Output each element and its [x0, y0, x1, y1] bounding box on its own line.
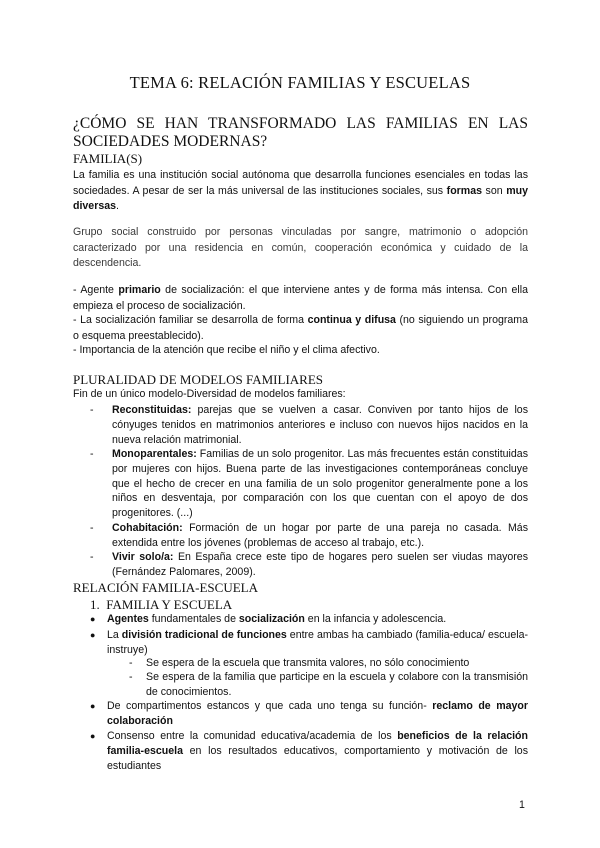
- page-number: 1: [519, 799, 525, 811]
- importancia-text: - Importancia de la atención que recibe el niño y el clima afectivo.: [73, 344, 380, 356]
- familia-heading: FAMILIA(S): [73, 151, 143, 166]
- page-title: TEMA 6: RELACIÓN FAMILIAS Y ESCUELAS: [129, 73, 471, 92]
- agente-primario-text: - Agente primario de socialización: el que interviene antes y de forma más intensa. Con ella empieza el proceso de socialización.: [73, 284, 529, 312]
- relacion-heading: RELACIÓN FAMILIA-ESCUELA: [73, 580, 258, 595]
- numbered-heading: 1. FAMILIA Y ESCUELA: [90, 597, 233, 612]
- section-question-heading: ¿CÓMO SE HAN TRANSFORMADO LAS FAMILIAS EN LAS SOCIEDADES MODERNAS?: [73, 115, 528, 150]
- pluralidad-heading: PLURALIDAD DE MODELOS FAMILIARES: [73, 372, 324, 387]
- familia-paragraph: La familia es una institución social autónoma que desarrolla funciones esenciales en todas las sociedades. A pesar de ser la más universal de las instituciones sociales, sus formas son muy diversas.: [73, 169, 528, 213]
- pluralidad-intro: Fin de un único modelo-Diversidad de modelos familiares:: [73, 388, 346, 400]
- socializacion-text: - La socialización familiar se desarrolla de forma continua y difusa (no siguiendo un programa o esquema preestablecido).: [73, 314, 528, 342]
- familia-definition: Grupo social construido por personas vinculadas por sangre, matrimonio o adopción caracterizado por una residencia en común, cooperación económica y cuidado de la descendencia.: [73, 226, 528, 270]
- document-page: TEMA 6: RELACIÓN FAMILIAS Y ESCUELAS ¿CÓMO SE HAN TRANSFORMADO LAS FAMILIAS EN LAS SOCIEDADES MODERNAS? FAMILIA(S) La familia es una institución social autónoma que desarrolla funciones esenciales en todas las sociedades. A pesar de ser la más universal de las instituciones sociales, sus formas son muy diversas. Grupo social construido por personas vinculadas por sangre, matrimonio o adopción caracterizado por una residencia en común, cooperación económica y cuidado de la descendencia. - Agente primario de socialización: el que interviene antes y de forma más intensa. Con ella empieza el proceso de socialización. - La socialización familiar se desarrolla de forma continua y difusa (no siguiendo un programa o esquema preestablecido). - Importancia de la atención que recibe el niño y el clima afectivo. PLURALIDAD DE MODELOS FAMILIARES Fin de un único modelo-Diversidad de modelos familiares: - Reconstituidas: parejas que se vuelven a casar. Conviven por tanto hijos de los cónyuges tenidos en matrimonios anteriores e incluso con nuevos hijos nacidos en la nueva relación matrimonial. - Monoparentales: Familias de un solo progenitor. Las más frecuentes están constituidas por mujeres con hijos. Buena parte de las investigaciones contemporáneas concluye que el hecho de crecer en una familia de un solo progenitor generalmente pone a los niños en desventaja, por comparación con los que cuentan con el apoyo de dos progenitores. (...) - Cohabitación: Formación de un hogar por parte de una pareja no casada. Más extendida entre los jóvenes (problemas de acceso al trabajo, etc.). - Vivir solo/a: En España crece este tipo de hogares pero suelen ser viudas mayores (Fernández Palomares, 2009). RELACIÓN FAMILIA-ESCUELA 1. FAMILIA Y ESCUELA ● Agentes fundamentales de socialización en la infancia y adolescencia. ● La división tradicional de funciones entre ambas ha cambiado (familia-educa/ escuela-instruye) - Se espera de la escuela que transmita valores, no sólo conocimiento - Se espera de la familia que participe en la escuela y colabore con la transmisión de conocimientos. ● De compartimentos estancos y que cada uno tenga su función- reclamo de mayor colaboración ● Consenso entre la comunidad educativa/academia de los beneficios de la relación familia-escuela en los resultados educativos, comportamiento y motivación de los estudiantes 1: [0, 0, 600, 848]
